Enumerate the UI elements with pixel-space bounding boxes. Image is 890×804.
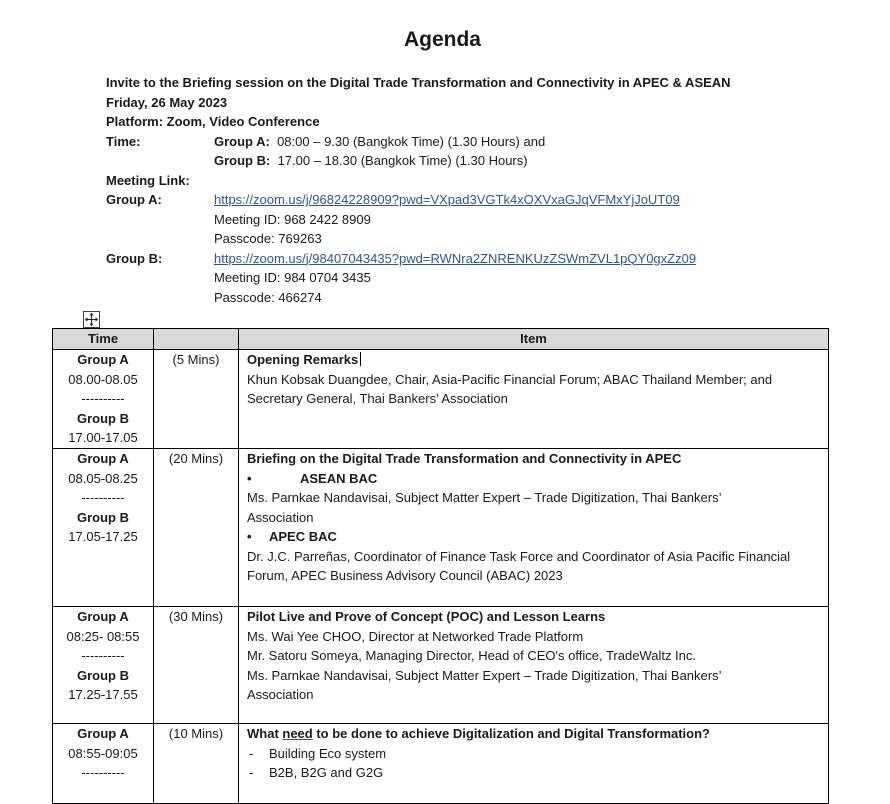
time-group-b-label: Group B: [214, 153, 271, 168]
table-row [53, 449, 829, 607]
bullet-asean-bac: • ASEAN BAC [247, 469, 820, 489]
duration-cell [154, 724, 239, 804]
time-range-a: 08.00-08.05 [68, 371, 138, 387]
spellcheck-word: need [282, 726, 313, 741]
time-separator: ---------- [81, 765, 125, 780]
item-cell[interactable] [239, 350, 829, 449]
time-group-a-value: 08:00 – 9.30 (Bangkok Time) (1.30 Hours) and [277, 133, 546, 149]
table-row [53, 607, 829, 724]
group-b-passcode-row [106, 288, 731, 308]
table-header-row [53, 329, 829, 350]
item-cell[interactable] [239, 724, 829, 804]
item-line: Dr. J.C. Parreñas, Coordinator of Finance Task Force and Coordinator of Asia Pacific Financial [247, 548, 791, 564]
item-title: Briefing on the Digital Trade Transformation and Connectivity in APEC [247, 451, 682, 466]
dash-item: - B2B, B2G and G2G [247, 763, 820, 783]
time-range-a: 08:55-09:05 [68, 745, 138, 761]
time-separator: ---------- [81, 648, 125, 663]
duration: (20 Mins) [168, 451, 224, 466]
time-cell [53, 449, 154, 607]
duration: (10 Mins) [168, 726, 224, 741]
table-move-handle-icon[interactable] [83, 311, 100, 328]
platform-line: Platform: Zoom, Video Conference [106, 114, 320, 129]
group-a-label: Group A: [106, 192, 162, 207]
time-cell [53, 350, 154, 449]
time-group-a: Group A [77, 352, 129, 367]
time-group-b-value: 17.00 – 18.30 (Bangkok Time) (1.30 Hours) [277, 153, 528, 168]
event-info [106, 73, 731, 307]
time-group-a: Group A [77, 609, 129, 624]
group-b-link-row [106, 249, 731, 269]
item-line: Ms. Wai Yee CHOO, Director at Networked Trade Platform [247, 628, 584, 644]
time-group-a: Group A [77, 451, 129, 466]
group-b-meeting-id: Meeting ID: 984 0704 3435 [214, 270, 371, 285]
time-label: Time: [106, 133, 141, 149]
duration-cell [154, 607, 239, 724]
group-a-link-row [106, 190, 731, 210]
item-title: Opening Remarks [247, 350, 820, 370]
time-group-b: Group B [77, 410, 129, 426]
time-separator: ---------- [81, 391, 125, 406]
duration-cell [154, 449, 239, 607]
time-cell [53, 607, 154, 724]
item-line: Secretary General, Thai Bankers’ Association [247, 391, 508, 406]
time-range-b: 17.00-17.05 [68, 430, 138, 445]
duration: (5 Mins) [172, 352, 220, 367]
group-a-passcode: Passcode: 769263 [214, 231, 322, 246]
table-row [53, 724, 829, 804]
time-group-b: Group B [77, 509, 129, 525]
item-line: Mr. Satoru Someya, Managing Director, Head of CEO's office, TradeWaltz Inc. [247, 648, 697, 663]
table-row [53, 350, 829, 449]
group-b-meeting-id-row [106, 268, 731, 288]
time-group-b: Group B [77, 667, 129, 683]
item-cell[interactable] [239, 607, 829, 724]
item-cell[interactable] [239, 449, 829, 607]
item-title: What need to be done to achieve Digitalization and Digital Transformation? [247, 726, 710, 741]
time-separator: ---------- [81, 490, 125, 505]
page-title: Agenda [403, 28, 481, 51]
duration-cell [154, 350, 239, 449]
header-item: Item [239, 329, 829, 350]
item-line: Association [247, 687, 314, 702]
meeting-link-label: Meeting Link: [106, 172, 190, 188]
dash-item: - Building Eco system [247, 744, 820, 764]
time-group-a-label: Group A: [214, 133, 270, 149]
item-line: Forum, APEC Business Advisory Council (ABAC) 2023 [247, 568, 563, 583]
time-range-b: 17.05-17.25 [68, 529, 138, 544]
group-a-meeting-id-row [106, 210, 731, 230]
item-title: Pilot Live and Prove of Concept (POC) and Lesson Learns [247, 609, 606, 624]
group-b-zoom-link[interactable]: https://zoom.us/j/98407043435?pwd=RWNra2ZNRENKUzZSWmZVL1pQY0gxZz09 [214, 250, 697, 266]
item-line: Ms. Parnkae Nandavisai, Subject Matter Expert – Trade Digitization, Thai Bankers’ [247, 667, 722, 683]
group-b-label: Group B: [106, 250, 163, 266]
invite-line: Invite to the Briefing session on the Digital Trade Transformation and Connectivity in APEC & ASEAN [106, 75, 731, 90]
item-line: Ms. Parnkae Nandavisai, Subject Matter Expert – Trade Digitization, Thai Bankers’ [247, 490, 722, 505]
time-range-b: 17.25-17.55 [68, 687, 138, 702]
time-row-a [106, 132, 731, 152]
time-range-a: 08:25- 08:55 [66, 628, 140, 644]
bullet-apec-bac: • APEC BAC [247, 527, 820, 547]
duration: (30 Mins) [168, 609, 224, 624]
group-a-meeting-id: Meeting ID: 968 2422 8909 [214, 211, 371, 227]
time-cell [53, 724, 154, 804]
group-a-passcode-row [106, 229, 731, 249]
group-b-passcode: Passcode: 466274 [214, 289, 322, 305]
agenda-table [52, 328, 829, 804]
item-line: Khun Kobsak Duangdee, Chair, Asia-Pacific Financial Forum; ABAC Thailand Member; and [247, 371, 773, 387]
time-row-b [106, 151, 731, 171]
header-time: Time [53, 329, 154, 350]
date-line: Friday, 26 May 2023 [106, 94, 228, 110]
time-group-a: Group A [77, 726, 129, 741]
time-range-a: 08.05-08.25 [68, 470, 138, 486]
group-a-zoom-link[interactable]: https://zoom.us/j/96824228909?pwd=VXpad3VGTk4xOXVxaGJqVFMxYjJoUT09 [214, 192, 680, 207]
header-duration [154, 329, 239, 350]
item-line: Association [247, 509, 314, 525]
